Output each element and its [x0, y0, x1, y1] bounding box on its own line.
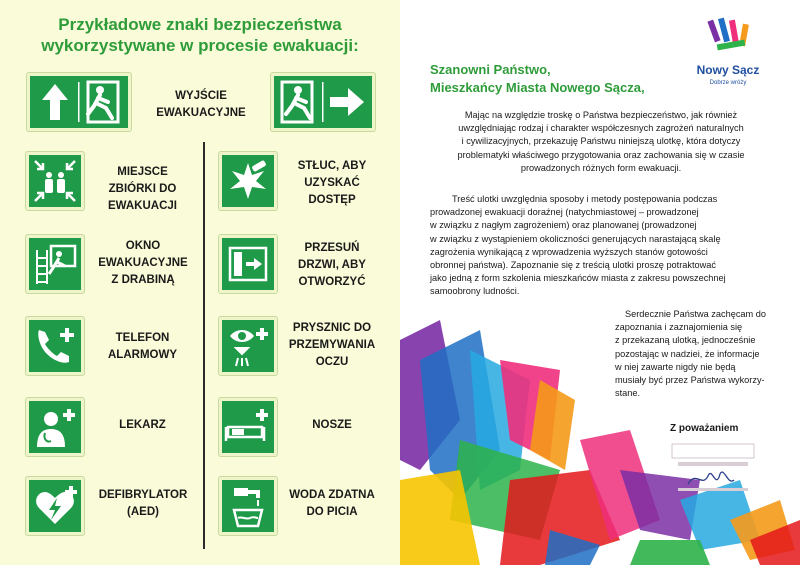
- paragraph-content: Treść ulotki uwzględnia sposoby i metody postępowania podczas prowadzonej ewakuacji doraźnej (natychmiastowej – prowadzonej w związku z nagłym zagrożeniem) oraz planowanej (prowadzonej w związku z wystąpieniem okoliczności generujących narastającą skalę zagrożenia wynikającą z wprowadzenia wyższych stanów gotowości obronnej państwa). Zapoznanie się z treścią ulotki proszę potraktować jako jedną z form szkolenia mieszkańców miasta z zakresu powszechnej samoobrony ludności.: [430, 194, 726, 297]
- sign-label-doctor: LEKARZ: [119, 419, 166, 431]
- drinking-water-icon: [219, 477, 277, 535]
- stretcher-icon: [219, 398, 277, 456]
- logo-name: Nowy Sącz: [696, 63, 760, 77]
- greeting: Szanowni Państwo, Mieszkańcy Miasta Nowego Sącza,: [430, 62, 645, 95]
- nowy-sacz-logo-icon: [703, 14, 763, 64]
- sign-label-aed: DEFIBRYLATOR (AED): [98, 489, 188, 518]
- exit-right-sign: [271, 73, 375, 131]
- doctor-icon: [26, 398, 84, 456]
- sign-label-slide-door: PRZESUŃ DRZWI, ABY OTWORZYĆ: [298, 242, 366, 288]
- sign-label-phone: TELEFON ALARMOWY: [108, 332, 177, 361]
- closing: Z poważaniem: [670, 423, 739, 434]
- logo-tagline: Dobrze wróży: [709, 80, 747, 86]
- sign-label-ladder: OKNO EWAKUACYJNE Z DRABINĄ: [98, 240, 188, 286]
- sign-label-assembly: MIEJSCE ZBIÓRKI DO EWAKUACJI: [107, 166, 177, 212]
- sign-label-break-glass: STŁUC, ABY UZYSKAĆ DOSTĘP: [297, 160, 367, 206]
- panel-title: Przykładowe znaki bezpieczeństwa wykorzystywane w procesie ewakuacji:: [41, 15, 359, 55]
- emergency-phone-icon: [26, 317, 84, 375]
- paragraph-intro: Mając na względzie troskę o Państwa bezpieczeństwo, jak również uwzględniając rodzaj i charakter współczesnych zagrożeń naturalnych i cywilizacyjnych, przekazuję Państwu niniejszą ulotkę, która dotyczy problematyki właściwego przygotowania oraz zachowania się w czasie prowadzonych różnych form ewakuacji.: [457, 110, 745, 173]
- escape-ladder-icon: [26, 235, 84, 293]
- signature-stamp: [668, 440, 758, 500]
- exit-up-sign: [27, 73, 131, 131]
- exit-label: WYJŚCIE EWAKUACYJNE: [156, 90, 246, 119]
- letter-panel: [400, 0, 800, 565]
- column-divider: [203, 142, 205, 549]
- assembly-point-icon: [26, 152, 84, 210]
- sign-label-eyewash: PRYSZNIC DO PRZEMYWANIA OCZU: [288, 322, 376, 368]
- exit-right-icon: [274, 76, 372, 128]
- sign-label-stretcher: NOSZE: [312, 419, 352, 431]
- paragraph-encouragement: Serdecznie Państwa zachęcam do zapoznania i zaznajomienia się z przekazaną ulotką, jednocześnie pozostając w nadziei, że informacje w niej zawarte nigdy nie będą musiały być przez Państwa wykorzy- stane.: [615, 309, 766, 399]
- defibrillator-icon: [26, 477, 84, 535]
- eyewash-icon: [219, 317, 277, 375]
- sign-label-water: WODA ZDATNA DO PICIA: [289, 489, 375, 518]
- exit-up-icon: [30, 76, 128, 128]
- break-glass-icon: [219, 152, 277, 210]
- slide-door-icon: [219, 235, 277, 293]
